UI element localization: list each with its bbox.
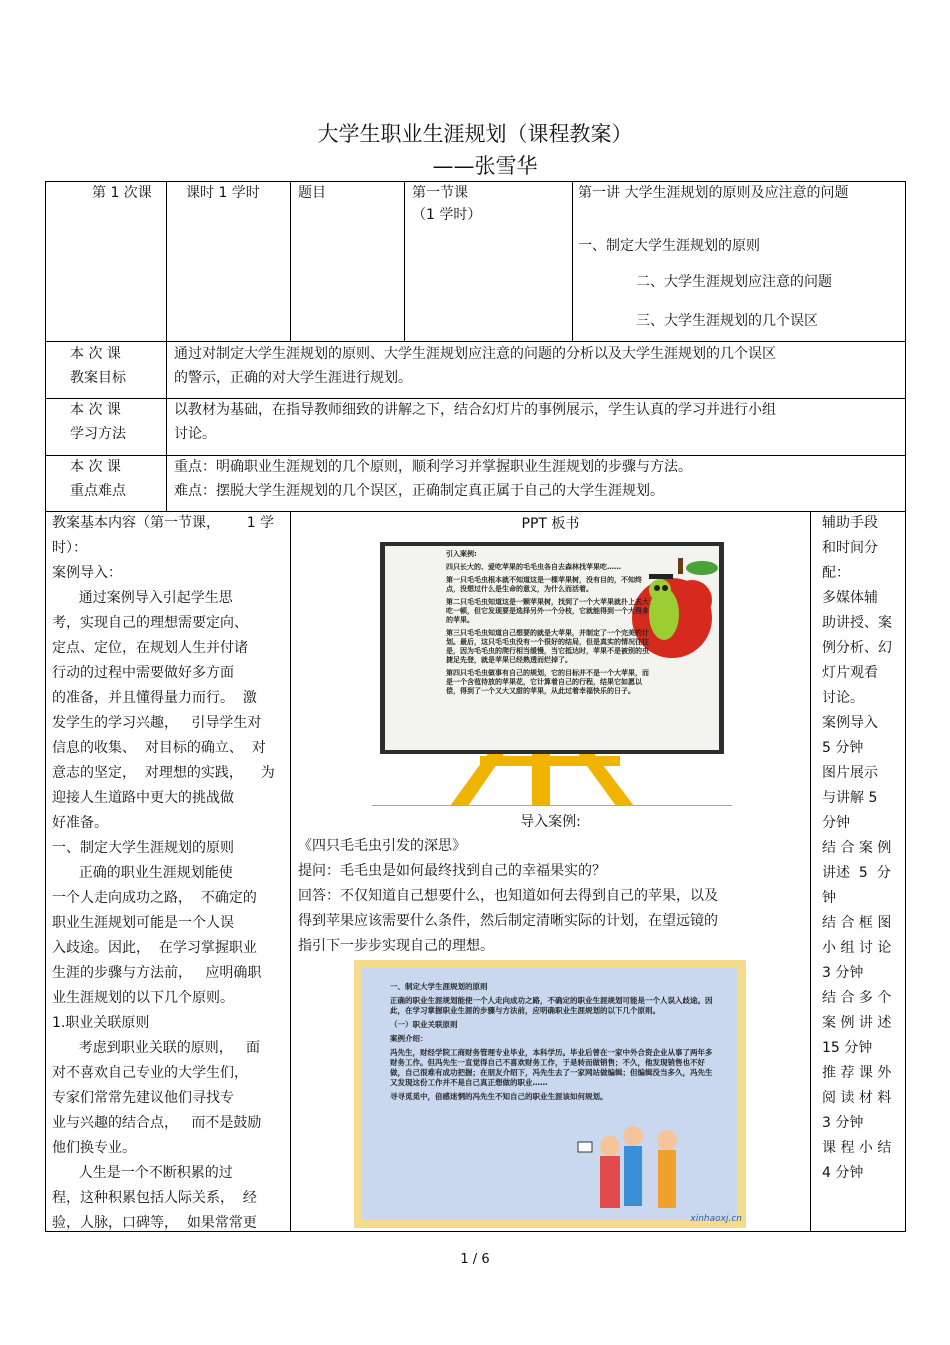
- content-line: 教案基本内容（第一节课， 1 学: [52, 515, 275, 531]
- divider: [404, 181, 405, 341]
- slide-image-principles: [354, 960, 746, 1228]
- topic-label: 题目: [298, 185, 326, 201]
- apple-stem: [678, 558, 683, 574]
- aid-line: 辅助手段: [822, 515, 878, 531]
- content-line: 迎接人生道路中更大的挑战做: [52, 790, 234, 806]
- lecture-item-3: 三、大学生涯规划的几个误区: [636, 313, 818, 329]
- aid-line: 多媒体辅: [822, 590, 878, 606]
- content-line: 程，这种积累包括人际关系， 经: [52, 1190, 257, 1206]
- keypoints-label-1: 本 次 课: [70, 459, 121, 475]
- case-caption: 导入案例:: [520, 814, 581, 830]
- aid-line: 例分析、幻: [822, 640, 892, 656]
- divider: [290, 511, 291, 1232]
- keypoints-label-2: 重点难点: [70, 483, 126, 499]
- children-illustration: [354, 960, 746, 1228]
- lecture-title: 第一讲 大学生涯规划的原则及应注意的问题: [578, 185, 849, 201]
- caterpillar-head: [649, 579, 671, 601]
- lesson-number: 第 1 次课: [92, 185, 152, 201]
- content-line: 发学生的学习兴趣， 引导学生对: [52, 715, 262, 731]
- question-text: 提问：毛毛虫是如何最终找到自己的幸福果实的？: [298, 863, 606, 879]
- section-hours: （1 学时）: [412, 207, 482, 223]
- aid-line: 分钟: [822, 815, 850, 831]
- divider: [572, 181, 573, 341]
- content-line: 一个人走向成功之路， 不确定的: [52, 890, 257, 906]
- aid-line: 讨论。: [822, 690, 864, 706]
- book-icon: [578, 1142, 592, 1152]
- content-line: 考，实现自己的理想需要定向、: [52, 615, 248, 631]
- content-line: 通过案例导入引起学生思: [52, 590, 233, 606]
- caterpillar-eye: [654, 585, 660, 591]
- page-number: 1 / 6: [460, 1252, 490, 1267]
- document-title: 大学生职业生涯规划（课程教案）: [317, 122, 633, 146]
- goals-label-2: 教案目标: [70, 370, 126, 386]
- aid-line: 5 分钟: [822, 740, 864, 756]
- slide-paragraph: 第四只毛毛虫做事有自己的规划，它的目标并不是一个大苹果，而是一个含苞待放的苹果花，它计算着自己的行程，结果它如愿以偿，得到了一个又大又甜的苹果，从此过着幸福快乐的日子。: [446, 669, 649, 695]
- aid-line: 阅 读 材 料: [822, 1090, 892, 1106]
- divider: [810, 511, 811, 1232]
- divider: [166, 181, 167, 341]
- divider: [290, 181, 291, 341]
- child-figure: [623, 1126, 643, 1146]
- content-line: 时）：: [52, 540, 87, 556]
- ppt-heading: PPT 板书: [521, 516, 580, 532]
- slide-paragraph: （一）职业关联原则: [390, 1020, 458, 1029]
- content-line: 意志的坚定， 对理想的实践， 为: [52, 765, 275, 781]
- easel-crossbar: [480, 756, 620, 766]
- answer-text-2: 得到苹果应该需要什么条件，然后制定清晰实际的计划，在望远镜的: [298, 913, 718, 929]
- slide-paragraph: 一、制定大学生涯规划的原则: [390, 982, 488, 991]
- content-line: 人生是一个不断积累的过: [52, 1165, 233, 1181]
- document-author: ——张雪华: [432, 154, 538, 178]
- slide-paragraph: 引入案例:: [446, 550, 477, 558]
- child-figure: [624, 1146, 642, 1206]
- goals-text-2: 的警示，正确的对大学生涯进行规划。: [174, 370, 412, 386]
- divider: [166, 341, 167, 511]
- slide-paragraph: 正确的职业生涯规划能使一个人走向成功之路，不确定的职业生涯规划可能是一个人误入歧途。因此，在学习掌握职业生涯的步骤与方法前，应明确职业生涯规划的以下几个原则。: [390, 996, 713, 1015]
- content-line: 生涯的步骤与方法前， 应明确职: [52, 965, 262, 981]
- content-line: 定点、定位，在规划人生并付诸: [52, 640, 248, 656]
- slide-watermark: xinhaoxj.cn: [690, 1214, 742, 1224]
- aid-line: 案例导入: [822, 715, 878, 731]
- aid-line: 配：: [822, 565, 850, 581]
- slide-paragraph: 第二只毛毛虫知道这是一颗苹果树，找到了一个大苹果就扑上去大吃一顿，但它发现要是选择另外一个分枝，它就能得到一个大得多的苹果。: [446, 598, 649, 624]
- child-figure: [600, 1136, 620, 1156]
- keypoints-text-2: 难点：摆脱大学生涯规划的几个误区，正确制定真正属于自己的大学生涯规划。: [174, 483, 664, 499]
- slide-paragraph: 第一只毛毛虫根本就不知道这是一棵苹果树，没有目的，不知终点，没想过什么是生命的意义，为什么而活着。: [446, 576, 642, 593]
- goals-label-1: 本 次 课: [70, 346, 121, 362]
- methods-text-1: 以教材为基础，在指导教师细致的讲解之下，结合幻灯片的事例展示，学生认真的学习并进行小组: [174, 402, 776, 418]
- content-line: 验，人脉，口碑等， 如果常常更: [52, 1215, 257, 1231]
- methods-label-1: 本 次 课: [70, 402, 121, 418]
- content-line: 职业生涯规划可能是一个人误: [52, 915, 234, 931]
- child-figure: [658, 1150, 676, 1208]
- content-line: 正确的职业生涯规划能使: [52, 865, 233, 881]
- aid-line: 图片展示: [822, 765, 878, 781]
- methods-text-2: 讨论。: [174, 426, 216, 442]
- lecture-item-1: 一、制定大学生涯规划的原则: [578, 238, 760, 254]
- content-line: 的准备，并且懂得量力而行。 激: [52, 690, 257, 706]
- content-line: 业与兴趣的结合点， 而不是鼓励: [52, 1115, 262, 1131]
- aid-line: 案 例 讲 述: [822, 1015, 892, 1031]
- case-title: 《四只毛毛虫引发的深思》: [298, 838, 466, 854]
- lecture-item-2: 二、大学生涯规划应注意的问题: [636, 274, 832, 290]
- aid-line: 结 合 案 例: [822, 840, 892, 856]
- aid-line: 与讲解 5: [822, 790, 878, 806]
- lesson-hours: 课时 1 学时: [186, 185, 260, 201]
- slide-paragraph: 案例介绍：: [390, 1034, 428, 1043]
- graduation-cap: [649, 574, 673, 579]
- slide-text: [446, 550, 652, 700]
- content-line: 行动的过程中需要做好多方面: [52, 665, 234, 681]
- caterpillar-eye: [662, 585, 668, 591]
- aid-line: 15 分钟: [822, 1040, 873, 1056]
- content-line: 考虑到职业关联的原则， 面: [52, 1040, 261, 1056]
- slide-image-caterpillar-case: [372, 538, 732, 806]
- slide-paragraph: 寻寻觅觅中，倍感迷惘的冯先生不知自己的职业生涯该如何规划。: [390, 1092, 608, 1101]
- aid-line: 结 合 框 图: [822, 915, 892, 931]
- section-name: 第一节课: [412, 185, 468, 201]
- aid-line: 和时间分: [822, 540, 878, 556]
- content-line: 一、制定大学生涯规划的原则: [52, 840, 234, 856]
- aid-line: 3 分钟: [822, 1115, 864, 1131]
- aid-line: 推 荐 课 外: [822, 1065, 892, 1081]
- content-line: 对不喜欢自己专业的大学生们，: [52, 1065, 248, 1081]
- content-line: 1.职业关联原则: [52, 1015, 150, 1031]
- aid-line: 助讲授、案: [822, 615, 892, 631]
- content-line: 信息的收集、 对目标的确立、 对: [52, 740, 266, 756]
- aid-line: 讲述 5 分: [822, 865, 891, 881]
- slide-paragraph: 四只长大的、爱吃苹果的毛毛虫各自去森林找苹果吃……: [446, 563, 621, 571]
- aid-line: 小 组 讨 论: [822, 940, 892, 956]
- aid-line: 灯片观看: [822, 665, 878, 681]
- aid-line: 钟: [822, 890, 836, 906]
- methods-label-2: 学习方法: [70, 426, 126, 442]
- goals-text-1: 通过对制定大学生涯规划的原则、大学生涯规划应注意的问题的分析以及大学生涯规划的几个误区: [174, 346, 776, 362]
- content-line: 业生涯规划的以下几个原则。: [52, 990, 234, 1006]
- content-line: 好准备。: [52, 815, 108, 831]
- answer-text-3: 指引下一步步实现自己的理想。: [298, 938, 494, 954]
- content-line: 专家们常常先建议他们寻找专: [52, 1090, 234, 1106]
- child-figure: [600, 1156, 620, 1208]
- content-line: 他们换专业。: [52, 1140, 136, 1156]
- aid-line: 结 合 多 个: [822, 990, 892, 1006]
- slide-paragraph: 冯先生，财经学院工商财务管理专业毕业，本科学历。毕业后曾在一家中外合资企业从事了两年多财务工作。但冯先生一直觉得自己不喜欢财务工作，于是转而做销售；不久，他发现销售也不好做，自己很难有成功把握；在朋友介绍下，冯先生去了一家网站做编辑；但编辑没当多久，冯先生又发现这份工作并不是自己真正想做的职业……: [390, 1048, 713, 1087]
- slide-paragraph: 第三只毛毛虫知道自己想要的就是大苹果，并制定了一个完美的计划。最后，这只毛毛虫没有一个很好的结局，但是真实的情况往往是，因为毛毛虫的爬行相当缓慢，当它抵达时，苹果不是被别的虫捷足先登，就是苹果已经熟透而烂掉了。: [446, 629, 649, 664]
- content-line: 案例导入：: [52, 565, 122, 581]
- child-figure: [657, 1130, 677, 1150]
- aid-line: 3 分钟: [822, 965, 864, 981]
- divider: [372, 805, 732, 806]
- apple-leaf: [686, 561, 718, 575]
- answer-text-1: 回答：不仅知道自己想要什么，也知道如何去得到自己的苹果，以及: [298, 888, 718, 904]
- aid-line: 4 分钟: [822, 1165, 864, 1181]
- keypoints-text-1: 重点：明确职业生涯规划的几个原则，顺利学习并掌握职业生涯规划的步骤与方法。: [174, 459, 692, 475]
- aid-line: 课 程 小 结: [822, 1140, 892, 1156]
- content-line: 入歧途。因此， 在学习掌握职业: [52, 940, 257, 956]
